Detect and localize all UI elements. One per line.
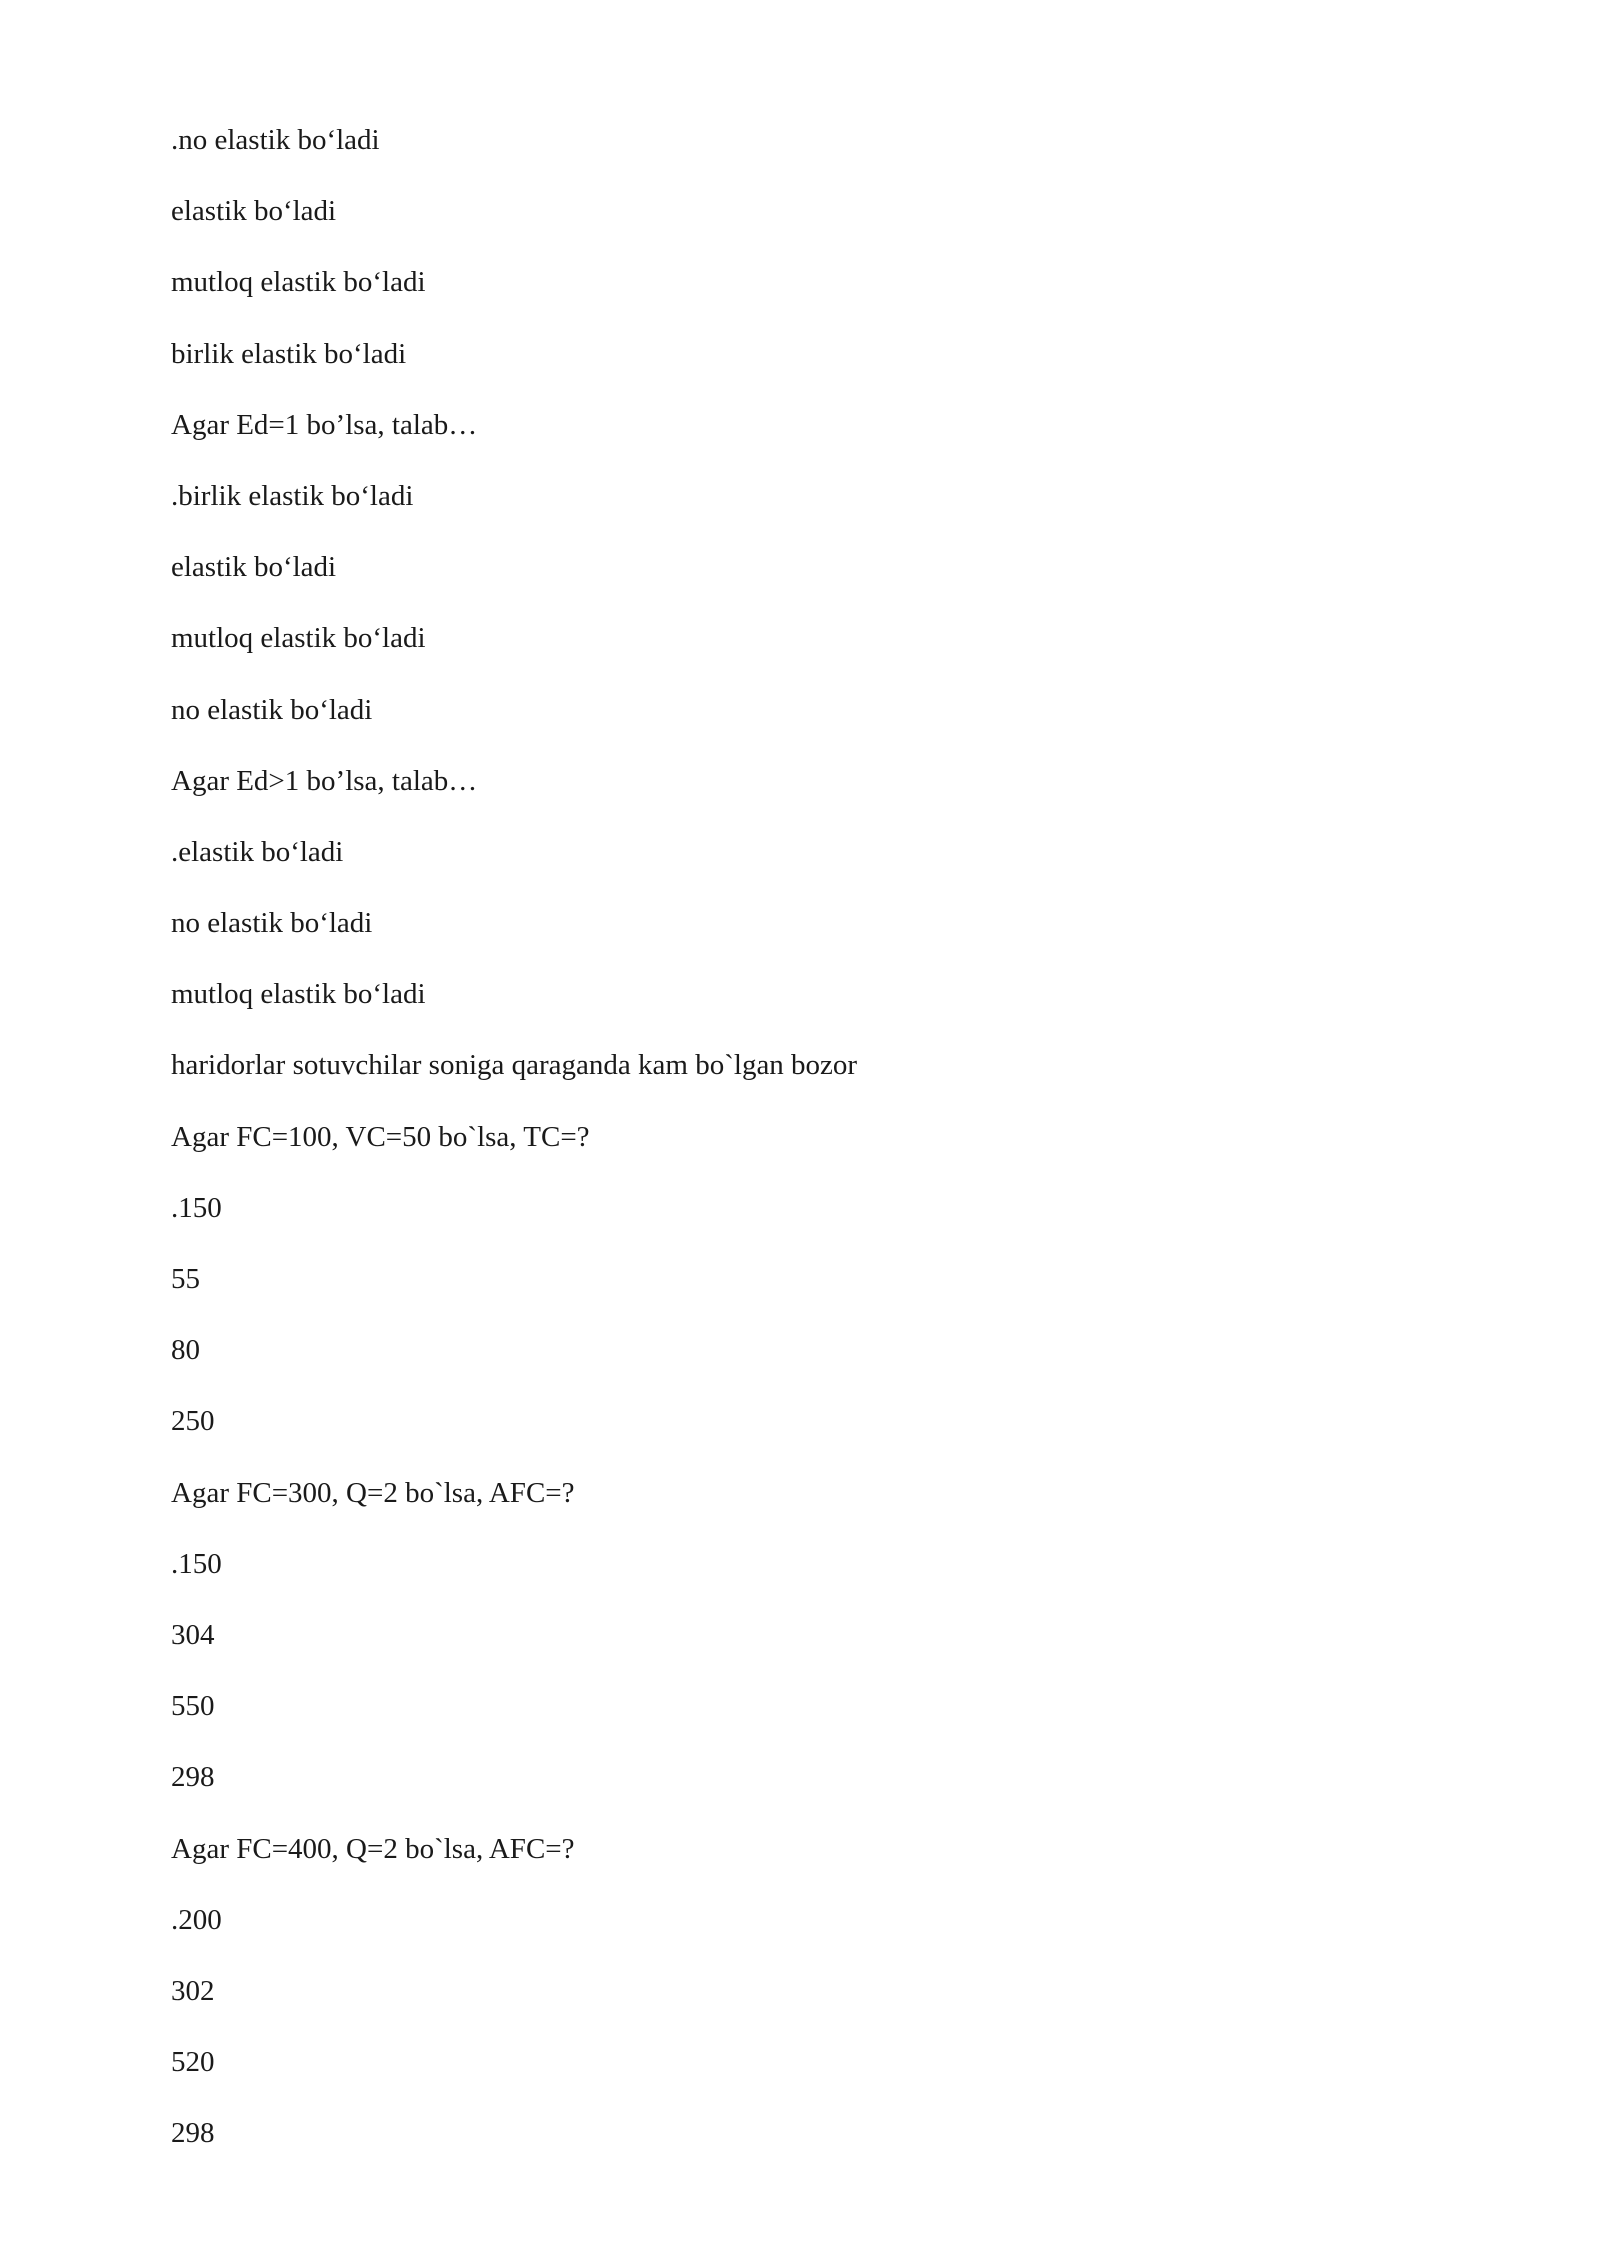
text-line: 298 [171,2117,215,2150]
question-line: Agar FC=300, Q=2 bo`lsa, AFC=? [171,1476,575,1509]
text-line: 304 [171,1618,215,1651]
text-line: mutloq elastik bo‘ladi [171,978,426,1011]
text-line: elastik bo‘ladi [171,195,337,228]
question-line: Agar FC=100, VC=50 bo`lsa, TC=? [171,1120,590,1153]
text-line: birlik elastik bo‘ladi [171,337,407,370]
text-line: .elastik bo‘ladi [171,835,344,868]
text-line: no elastik bo‘ladi [171,693,373,726]
text-line: .200 [171,1903,222,1936]
text-line: 55 [171,1263,200,1295]
text-line: 520 [171,2046,215,2079]
text-line: 302 [171,1974,215,2007]
text-line: 298 [171,1761,215,1794]
question-line: Agar Ed=1 bo’lsa, talab… [171,408,478,441]
document-body [171,118,857,2182]
text-line: 250 [171,1405,215,1438]
text-line: .no elastik bo‘ladi [171,124,380,156]
text-line: 550 [171,1690,215,1723]
text-line: 80 [171,1334,200,1367]
text-line: .150 [171,1547,222,1580]
text-line: mutloq elastik bo‘ladi [171,266,426,299]
text-line: elastik bo‘ladi [171,551,337,584]
question-line: Agar FC=400, Q=2 bo`lsa, AFC=? [171,1832,575,1865]
text-line: haridorlar sotuvchilar soniga qaraganda kam bo`lgan bozor [171,1049,858,1082]
question-line: Agar Ed>1 bo’lsa, talab… [171,764,478,797]
text-line: mutloq elastik bo‘ladi [171,622,426,655]
text-line: .birlik elastik bo‘ladi [171,479,414,512]
text-line: .150 [171,1191,222,1224]
text-line: no elastik bo‘ladi [171,907,373,940]
